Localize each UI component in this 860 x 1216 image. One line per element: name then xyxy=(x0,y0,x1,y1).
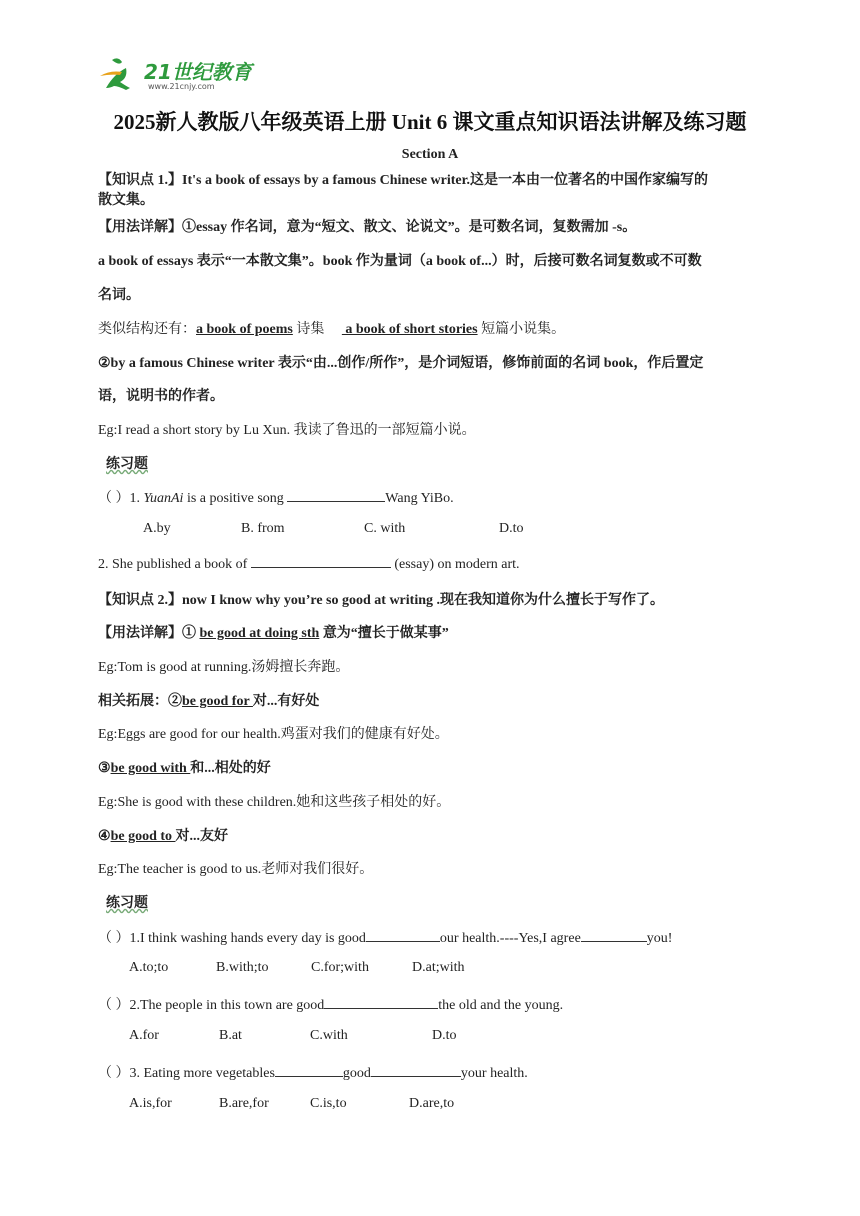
answer-blank[interactable] xyxy=(581,929,647,942)
similar-phrase-1: a book of poems xyxy=(196,322,293,337)
kp2-q1-option-b: B.with;to xyxy=(216,960,269,975)
answer-blank[interactable] xyxy=(371,1064,461,1077)
logo-url: www.21cnjy.com xyxy=(148,82,215,91)
logo xyxy=(98,52,268,96)
kp1-usage3b: 语，说明书的作者。 xyxy=(98,389,224,404)
kp1-usage3a: ②by a famous Chinese writer 表示“由...创作/所作”，是介词短语，修饰前面的名词 book，作后置定 xyxy=(98,356,704,371)
answer-blank[interactable] xyxy=(275,1064,343,1077)
kp1-usage2a: a book of essays 表示“一本散文集”。book 作为量词（a book of...）时，后接可数名词复数或不可数 xyxy=(98,254,702,269)
kp1-line1: 【知识点 1.】It's a book of essays by a famous Chinese writer.这是一本由一位著名的中国作家编写的 xyxy=(98,173,709,188)
page-title: 2025新人教版八年级英语上册 Unit 6 课文重点知识语法讲解及练习题 xyxy=(113,110,747,134)
kp2-q2-option-b: B.at xyxy=(219,1028,242,1043)
kp2-example-2: Eg:Eggs are good for our health.鸡蛋对我们的健康有好处。 xyxy=(98,727,449,742)
kp1-usage1: 【用法详解】①essay 作名词，意为“短文、散文、论说文”。是可数名词，复数需加 -s。 xyxy=(98,220,637,235)
kp1-example: Eg:I read a short story by Lu Xun. 我读了鲁迅的一部短篇小说。 xyxy=(98,423,476,438)
kp2-q1-option-d: D.at;with xyxy=(412,960,465,975)
kp1-line2: 散文集。 xyxy=(98,193,154,208)
phrase-be-good-with: be good with xyxy=(110,761,191,776)
kp1-question-2: 2. She published a book of (essay) on modern art. xyxy=(98,557,520,572)
answer-blank[interactable] xyxy=(324,996,438,1009)
kp1-q1-option-a: A.by xyxy=(143,521,171,536)
kp2-q2-option-c: C.with xyxy=(310,1028,348,1043)
kp1-question-1: （ ）1. YuanAi is a positive song Wang YiBo. xyxy=(98,491,454,506)
kp2-question-1: （ ）1.I think washing hands every day is good our health.----Yes,I agree you! xyxy=(98,931,673,946)
similar-prefix: 类似结构还有： xyxy=(98,322,196,337)
kp2-question-3: （ ）3. Eating more vegetables good your health. xyxy=(98,1066,528,1081)
kp2-example-4: Eg:The teacher is good to us.老师对我们很好。 xyxy=(98,862,374,877)
kp2-usage: 【用法详解】① be good at doing sth 意为“擅长于做某事” xyxy=(98,626,449,641)
kp2-example-1: Eg:Tom is good at running.汤姆擅长奔跑。 xyxy=(98,660,350,675)
kp1-q1-option-b: B. from xyxy=(241,521,285,536)
phrase-be-good-at: be good at doing sth xyxy=(199,626,320,641)
kp1-similar xyxy=(98,318,565,338)
similar-phrase-2: a book of short stories xyxy=(341,322,478,337)
logo-text: 21世纪教育 xyxy=(144,60,252,84)
answer-blank[interactable] xyxy=(366,929,440,942)
kp1-q1-option-d: D.to xyxy=(499,521,524,536)
kp2-extension: 相关拓展：②be good for 对...有好处 xyxy=(98,694,320,709)
similar-phrase-2-cn: 短篇小说集。 xyxy=(481,322,566,337)
kp2-q1-option-a: A.to;to xyxy=(129,960,169,975)
kp2-example-3: Eg:She is good with these children.她和这些孩子相处的好。 xyxy=(98,795,451,810)
kp2-q3-option-c: C.is,to xyxy=(310,1096,347,1111)
exercise-label-2: 练习题 xyxy=(106,896,148,911)
exercise-label-1: 练习题 xyxy=(106,457,148,472)
phrase-be-good-to: be good to xyxy=(110,829,176,844)
kp2-q2-option-d: D.to xyxy=(432,1028,457,1043)
kp2-q1-option-c: C.for;with xyxy=(311,960,369,975)
kp2-q3-option-d: D.are,to xyxy=(409,1096,455,1111)
kp2-q2-option-a: A.for xyxy=(129,1028,159,1043)
section-heading: Section A xyxy=(401,147,459,162)
answer-blank[interactable] xyxy=(287,489,385,502)
kp2-question-2: （ ）2.The people in this town are good the old and the young. xyxy=(98,998,564,1013)
kp2-q3-option-a: A.is,for xyxy=(129,1096,172,1111)
kp2-q3-option-b: B.are,for xyxy=(219,1096,269,1111)
kp1-q1-option-c: C. with xyxy=(364,521,406,536)
similar-phrase-1-cn: 诗集 xyxy=(296,322,325,337)
kp2-point-3: ③be good with 和...相处的好 xyxy=(98,761,271,776)
answer-blank[interactable] xyxy=(251,555,391,568)
kp2-line1: 【知识点 2.】now I know why you’re so good at writing .现在我知道你为什么擅长于写作了。 xyxy=(98,593,664,608)
kp1-usage2b: 名词。 xyxy=(98,288,140,303)
kp2-point-4: ④be good to 对...友好 xyxy=(98,829,229,844)
phrase-be-good-for: be good for xyxy=(182,694,253,709)
